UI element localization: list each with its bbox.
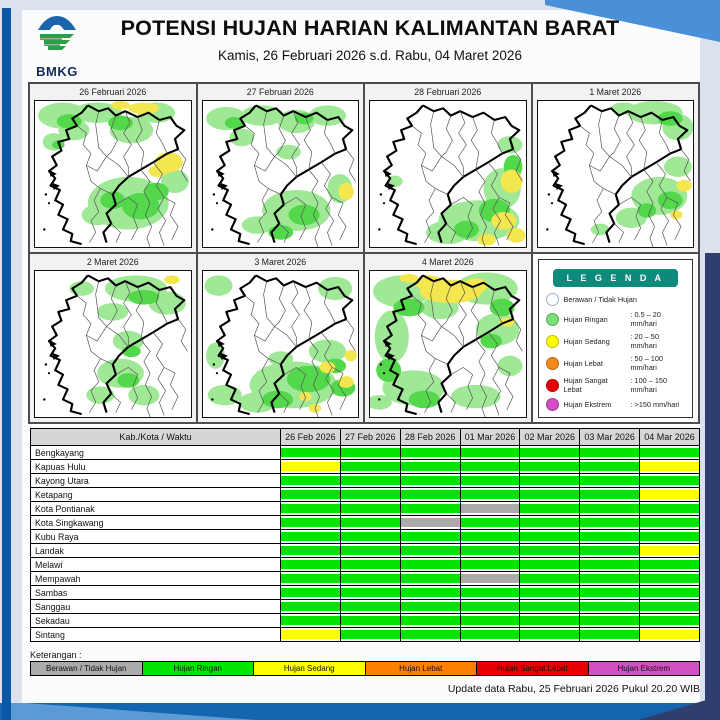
keterangan-label: Keterangan :	[30, 650, 82, 660]
forecast-cell	[281, 544, 341, 558]
page-title: POTENSI HUJAN HARIAN KALIMANTAN BARAT	[120, 16, 620, 40]
legend-item: Hujan Ekstrem : >150 mm/hari	[539, 396, 693, 413]
forecast-cell	[340, 572, 400, 586]
rain-map	[35, 101, 191, 247]
forecast-cell	[520, 544, 580, 558]
forecast-cell	[580, 558, 640, 572]
column-header: 27 Feb 2026	[340, 429, 400, 446]
forecast-cell	[580, 530, 640, 544]
forecast-cell	[640, 446, 700, 460]
region-name: Kapuas Hulu	[31, 460, 281, 474]
map-panel	[365, 254, 531, 422]
forecast-cell	[640, 516, 700, 530]
region-name: Bengkayang	[31, 446, 281, 460]
forecast-cell	[580, 488, 640, 502]
forecast-cell	[340, 586, 400, 600]
rain-map	[370, 101, 526, 247]
update-timestamp: Update data Rabu, 25 Februari 2026 Pukul 20.20 WIB	[447, 683, 700, 695]
forecast-cell	[520, 460, 580, 474]
forecast-cell	[340, 558, 400, 572]
forecast-cell	[340, 502, 400, 516]
map-panel	[30, 254, 196, 422]
forecast-cell	[460, 516, 520, 530]
rain-map	[203, 101, 359, 247]
forecast-cell	[520, 572, 580, 586]
forecast-cell	[460, 502, 520, 516]
forecast-cell	[340, 446, 400, 460]
region-name: Sanggau	[31, 600, 281, 614]
page-subtitle: Kamis, 26 Februari 2026 s.d. Rabu, 04 Maret 2026	[218, 48, 522, 63]
forecast-cell	[520, 516, 580, 530]
forecast-cell	[281, 628, 341, 642]
forecast-cell	[640, 572, 700, 586]
forecast-cell	[340, 628, 400, 642]
legend-item: Hujan Sangat Lebat : 100 – 150 mm/hari	[539, 374, 693, 396]
legend-panel	[533, 254, 699, 422]
table-row	[31, 614, 700, 628]
forecast-cell	[281, 502, 341, 516]
forecast-cell	[340, 614, 400, 628]
forecast-cell	[520, 474, 580, 488]
forecast-cell	[460, 488, 520, 502]
forecast-cell	[520, 446, 580, 460]
forecast-cell	[580, 600, 640, 614]
region-name: Kota Singkawang	[31, 516, 281, 530]
legend-item: Hujan Ringan : 0.5 – 20 mm/hari	[539, 308, 693, 330]
forecast-cell	[640, 628, 700, 642]
forecast-cell	[580, 544, 640, 558]
forecast-cell	[460, 614, 520, 628]
table-header-row	[31, 429, 700, 446]
region-name: Kota Pontianak	[31, 502, 281, 516]
table-row	[31, 628, 700, 642]
forecast-cell	[640, 558, 700, 572]
forecast-cell	[640, 586, 700, 600]
legend-bar-segment: Hujan Ekstrem	[588, 661, 701, 676]
legend-item: Hujan Lebat : 50 – 100 mm/hari	[539, 352, 693, 374]
very-heavy-rain-dot-icon	[546, 379, 559, 392]
map-panel	[198, 254, 364, 422]
forecast-cell	[460, 572, 520, 586]
region-name: Mempawah	[31, 572, 281, 586]
region-name: Melawi	[31, 558, 281, 572]
column-header: 26 Feb 2026	[281, 429, 341, 446]
light-rain-dot-icon	[546, 313, 559, 326]
map-panel-title: 1 Maret 2026	[589, 87, 642, 97]
bmkg-logo-icon	[30, 13, 84, 79]
forecast-cell	[640, 474, 700, 488]
forecast-cell	[520, 530, 580, 544]
forecast-cell	[580, 614, 640, 628]
left-blue-stripe	[2, 8, 11, 720]
forecast-cell	[640, 530, 700, 544]
map-panel	[198, 84, 364, 252]
forecast-cell	[281, 558, 341, 572]
forecast-cell	[580, 586, 640, 600]
map-panel-title: 27 Februari 2026	[246, 87, 314, 97]
table-row	[31, 544, 700, 558]
region-name: Kubu Raya	[31, 530, 281, 544]
forecast-cell	[460, 446, 520, 460]
forecast-cell	[400, 474, 460, 488]
map-panel-title: 3 Maret 2026	[254, 257, 307, 267]
table-row	[31, 488, 700, 502]
forecast-cell	[400, 460, 460, 474]
forecast-cell	[640, 502, 700, 516]
forecast-table	[30, 428, 700, 642]
forecast-cell	[400, 502, 460, 516]
map-panel	[30, 84, 196, 252]
rain-map	[203, 271, 359, 417]
moderate-rain-dot-icon	[546, 335, 559, 348]
table-row	[31, 530, 700, 544]
forecast-cell	[520, 600, 580, 614]
forecast-cell	[281, 460, 341, 474]
heavy-rain-dot-icon	[546, 357, 559, 370]
forecast-cell	[400, 572, 460, 586]
map-panel-title: 28 Februari 2026	[414, 87, 482, 97]
forecast-cell	[340, 516, 400, 530]
rain-map	[35, 271, 191, 417]
map-panel-title: 26 Februari 2026	[79, 87, 147, 97]
map-grid	[28, 82, 700, 424]
forecast-cell	[520, 628, 580, 642]
forecast-cell	[580, 460, 640, 474]
forecast-cell	[281, 530, 341, 544]
forecast-cell	[400, 558, 460, 572]
forecast-cell	[640, 600, 700, 614]
status-legend-bar	[30, 661, 700, 676]
forecast-cell	[281, 446, 341, 460]
forecast-cell	[460, 474, 520, 488]
region-name: Sambas	[31, 586, 281, 600]
table-row	[31, 460, 700, 474]
forecast-cell	[400, 544, 460, 558]
column-header: 01 Mar 2026	[460, 429, 520, 446]
right-navy-stripe	[705, 253, 720, 720]
map-panel	[365, 84, 531, 252]
map-panel-title: 2 Maret 2026	[86, 257, 139, 267]
map-panel	[533, 84, 699, 252]
map-panel-title: 4 Maret 2026	[421, 257, 474, 267]
forecast-cell	[520, 558, 580, 572]
legend-bar-segment: Berawan / Tidak Hujan	[30, 661, 143, 676]
rain-map	[370, 271, 526, 417]
table-row	[31, 446, 700, 460]
column-header: 03 Mar 2026	[580, 429, 640, 446]
forecast-cell	[640, 460, 700, 474]
table-row	[31, 558, 700, 572]
region-name: Landak	[31, 544, 281, 558]
column-header: 04 Mar 2026	[640, 429, 700, 446]
forecast-cell	[520, 586, 580, 600]
forecast-cell	[580, 628, 640, 642]
bmkg-logo-label: BMKG	[36, 64, 78, 79]
forecast-cell	[340, 460, 400, 474]
forecast-cell	[640, 488, 700, 502]
forecast-cell	[400, 446, 460, 460]
forecast-cell	[580, 572, 640, 586]
legend-bar-segment: Hujan Sangat Lebat	[476, 661, 589, 676]
forecast-cell	[400, 614, 460, 628]
table-row	[31, 474, 700, 488]
forecast-cell	[460, 544, 520, 558]
forecast-cell	[640, 614, 700, 628]
legend-bar-segment: Hujan Ringan	[142, 661, 255, 676]
forecast-cell	[400, 488, 460, 502]
forecast-cell	[580, 516, 640, 530]
forecast-cell	[340, 530, 400, 544]
legend-item: Hujan Sedang : 20 – 50 mm/hari	[539, 330, 693, 352]
forecast-cell	[340, 600, 400, 614]
forecast-cell	[400, 530, 460, 544]
forecast-cell	[400, 516, 460, 530]
forecast-cell	[460, 600, 520, 614]
column-header: 28 Feb 2026	[400, 429, 460, 446]
forecast-cell	[580, 474, 640, 488]
forecast-cell	[520, 502, 580, 516]
forecast-cell	[281, 516, 341, 530]
forecast-cell	[400, 586, 460, 600]
legend-item: Berawan / Tidak Hujan	[539, 291, 693, 308]
forecast-cell	[460, 460, 520, 474]
forecast-cell	[400, 600, 460, 614]
table-row	[31, 572, 700, 586]
region-name: Kayong Utara	[31, 474, 281, 488]
forecast-cell	[520, 488, 580, 502]
forecast-cell	[520, 614, 580, 628]
column-header: 02 Mar 2026	[520, 429, 580, 446]
forecast-cell	[400, 628, 460, 642]
column-header: Kab./Kota / Waktu	[31, 429, 281, 446]
forecast-cell	[281, 488, 341, 502]
forecast-cell	[281, 474, 341, 488]
forecast-cell	[460, 530, 520, 544]
forecast-cell	[340, 474, 400, 488]
region-name: Sintang	[31, 628, 281, 642]
table-row	[31, 516, 700, 530]
forecast-table-body	[31, 446, 700, 642]
legend-title: L E G E N D A	[553, 269, 679, 287]
forecast-cell	[460, 628, 520, 642]
table-row	[31, 600, 700, 614]
forecast-cell	[340, 544, 400, 558]
region-name: Sekadau	[31, 614, 281, 628]
region-name: Ketapang	[31, 488, 281, 502]
forecast-cell	[580, 502, 640, 516]
cloudy-dot-icon	[546, 293, 559, 306]
table-row	[31, 586, 700, 600]
forecast-cell	[460, 586, 520, 600]
legend-bar-segment: Hujan Lebat	[365, 661, 478, 676]
forecast-cell	[460, 558, 520, 572]
forecast-cell	[281, 586, 341, 600]
table-row	[31, 502, 700, 516]
legend-bar-segment: Hujan Sedang	[253, 661, 366, 676]
forecast-cell	[640, 544, 700, 558]
forecast-cell	[580, 446, 640, 460]
forecast-cell	[281, 614, 341, 628]
rain-map	[538, 101, 694, 247]
extreme-rain-dot-icon	[546, 398, 559, 411]
forecast-cell	[281, 600, 341, 614]
forecast-cell	[281, 572, 341, 586]
forecast-cell	[340, 488, 400, 502]
